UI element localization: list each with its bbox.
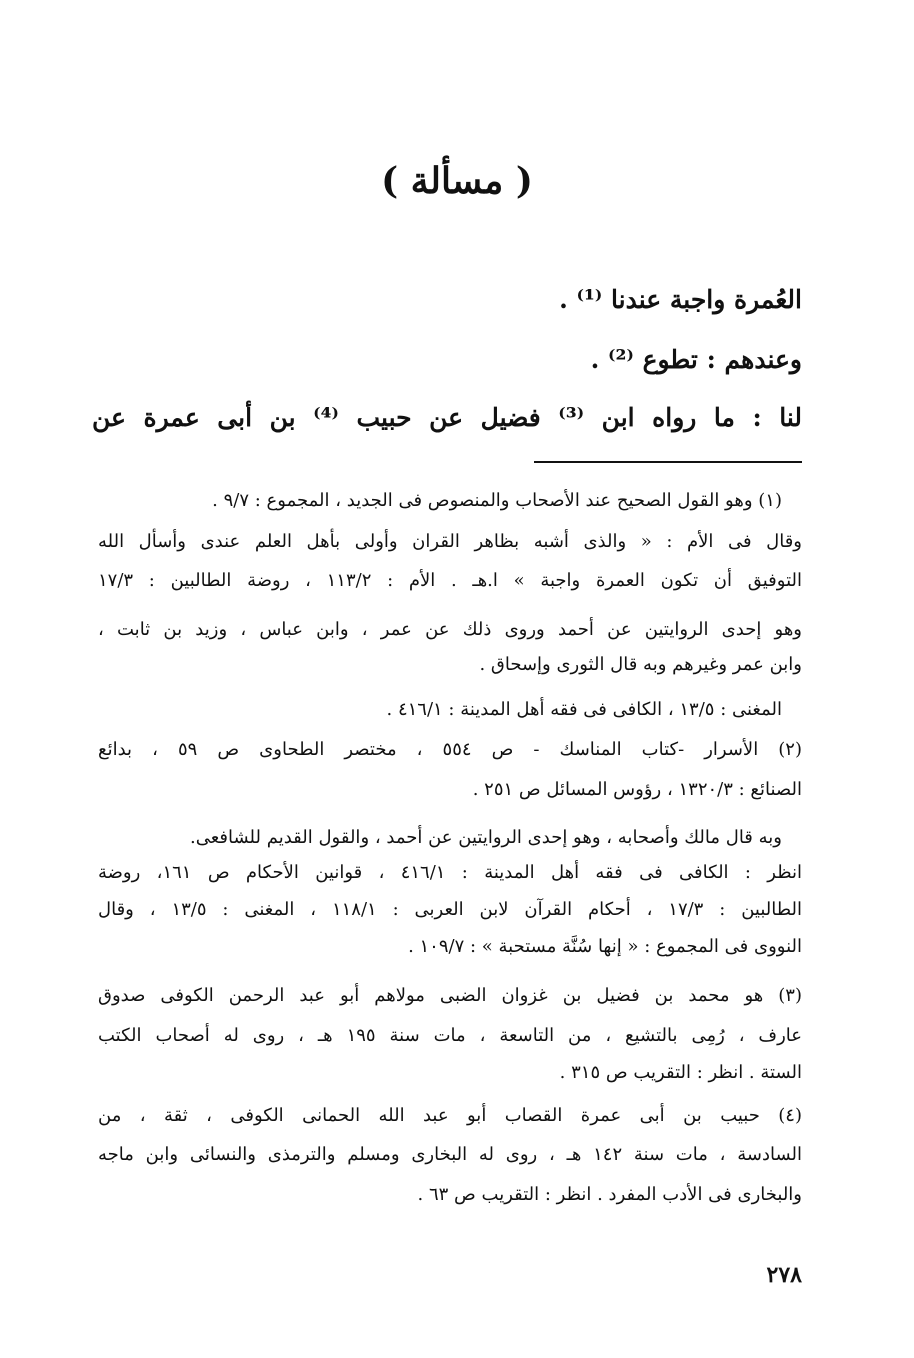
main-text-line-2: وعندهم : تطوع ⁽²⁾ . — [590, 345, 802, 374]
page-number: ٢٧٨ — [766, 1262, 802, 1288]
footnote-3-line-3: الستة . انظر : التقريب ص ٣١٥ . — [559, 1062, 802, 1083]
footnote-2-line-5: الطالبين : ١٧/٣ ، أحكام القرآن لابن العربى : ١١٨/١ ، المغنى : ١٣/٥ ، وقال — [98, 899, 802, 920]
footnote-4-line-3: والبخارى فى الأدب المفرد . انظر : التقريب ص ٦٣ . — [417, 1184, 802, 1205]
footnote-1-line-2: وقال فى الأم : « والذى أشبه بظاهر القران وأولى بأهل العلم عندى وأسأل الله — [98, 531, 802, 552]
footnote-3-line-2: عارف ، رُمِى بالتشيع ، من التاسعة ، مات سنة ١٩٥ هـ ، روى له أصحاب الكتب — [98, 1025, 803, 1046]
footnote-1-line-3: التوفيق أن تكون العمرة واجبة » ا.هـ . الأم : ١١٣/٢ ، روضة الطالبين : ١٧/٣ — [98, 570, 802, 591]
footnote-2-line-4: انظر : الكافى فى فقه أهل المدينة : ٤١٦/١ ، قوانين الأحكام ص ١٦١، روضة — [98, 862, 802, 883]
footnote-4-line-2: السادسة ، مات سنة ١٤٢ هـ ، روى له البخارى ومسلم والترمذى والنسائى وابن ماجه — [98, 1144, 802, 1165]
footnote-1-line-4: وهو إحدى الروايتين عن أحمد وروى ذلك عن عمر ، وابن عباس ، وزيد بن ثابت ، — [98, 619, 802, 640]
footnote-2-line-2: الصنائع : ١٣٢٠/٣ ، رؤوس المسائل ص ٢٥١ . — [472, 779, 802, 800]
section-title: ( مسألة ) — [381, 160, 533, 202]
footnote-separator — [534, 461, 802, 463]
footnote-3-line-1: (٣) هو محمد بن فضيل بن غزوان الضبى مولاهم أبو عبد الرحمن الكوفى صدوق — [98, 985, 802, 1006]
main-text-line-1: العُمرة واجبة عندنا ⁽¹⁾ . — [559, 285, 802, 314]
footnote-2-line-1: (٢) الأسرار -كتاب المناسك - ص ٥٥٤ ، مختصر الطحاوى ص ٥٩ ، بدائع — [98, 739, 802, 760]
footnote-1-line-5: وابن عمر وغيرهم وبه قال الثورى وإسحاق . — [479, 654, 802, 675]
main-text-line-3: لنا : ما رواه ابن ⁽³⁾ فضيل عن حبيب ⁽⁴⁾ بن أبى عمرة عن — [92, 403, 802, 432]
footnote-2-line-6: النووى فى المجموع : « إنها سُنَّة مستحبة » : ١٠٩/٧ . — [408, 936, 802, 957]
footnote-4-line-1: (٤) حبيب بن أبى عمرة القصاب أبو عبد الله الحمانى الكوفى ، ثقة ، من — [98, 1105, 802, 1126]
footnote-1-line-1: (١) وهو القول الصحيح عند الأصحاب والمنصوص فى الجديد ، المجموع : ٩/٧ . — [212, 490, 782, 511]
footnote-1-line-6: المغنى : ١٣/٥ ، الكافى فى فقه أهل المدينة : ٤١٦/١ . — [386, 699, 782, 720]
footnote-2-line-3: وبه قال مالك وأصحابه ، وهو إحدى الروايتين عن أحمد ، والقول القديم للشافعى. — [190, 827, 782, 848]
